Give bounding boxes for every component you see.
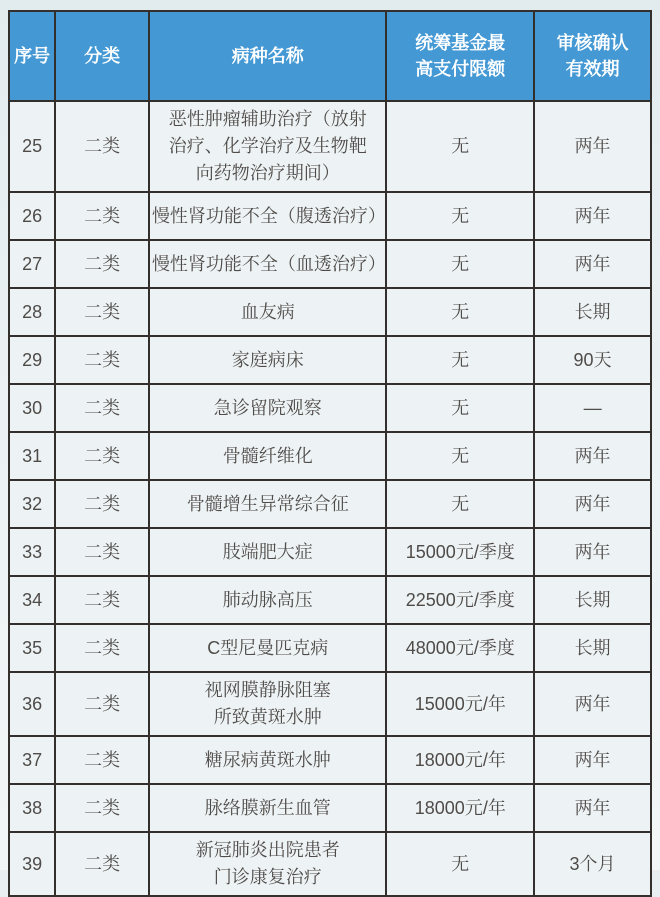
column-header-no: 序号: [9, 11, 55, 101]
cell-name: 骨髓增生异常综合征: [149, 480, 387, 528]
cell-limit: 无: [386, 336, 534, 384]
cell-category: 二类: [55, 528, 149, 576]
table-row: [9, 101, 651, 192]
cell-validity: 两年: [534, 736, 651, 784]
cell-category: 二类: [55, 832, 149, 896]
cell-no: 34: [9, 576, 55, 624]
cell-limit: 无: [386, 832, 534, 896]
header-row: [9, 11, 651, 101]
cell-validity: 两年: [534, 101, 651, 192]
cell-category: 二类: [55, 101, 149, 192]
table-row: [9, 576, 651, 624]
cell-limit: 无: [386, 288, 534, 336]
cell-validity: 两年: [534, 240, 651, 288]
cell-limit: 18000元/年: [386, 736, 534, 784]
cell-limit: 48000元/季度: [386, 624, 534, 672]
cell-category: 二类: [55, 480, 149, 528]
column-header-validity: 审核确认 有效期: [534, 11, 651, 101]
cell-category: 二类: [55, 432, 149, 480]
cell-no: 26: [9, 192, 55, 240]
cell-name: 慢性肾功能不全（血透治疗）: [149, 240, 387, 288]
cell-limit: 无: [386, 101, 534, 192]
table-row: [9, 384, 651, 432]
cell-validity: 90天: [534, 336, 651, 384]
table-row: [9, 528, 651, 576]
cell-name: 肺动脉高压: [149, 576, 387, 624]
cell-no: 35: [9, 624, 55, 672]
cell-name: 糖尿病黄斑水肿: [149, 736, 387, 784]
cell-category: 二类: [55, 672, 149, 736]
cell-no: 30: [9, 384, 55, 432]
cell-category: 二类: [55, 576, 149, 624]
table-row: [9, 336, 651, 384]
cell-limit: 无: [386, 432, 534, 480]
cell-name: 骨髓纤维化: [149, 432, 387, 480]
table-row: [9, 480, 651, 528]
cell-no: 39: [9, 832, 55, 896]
cell-limit: 15000元/年: [386, 672, 534, 736]
cell-limit: 无: [386, 240, 534, 288]
cell-validity: 两年: [534, 192, 651, 240]
cell-validity: 两年: [534, 432, 651, 480]
cell-no: 27: [9, 240, 55, 288]
cell-validity: 两年: [534, 672, 651, 736]
cell-category: 二类: [55, 384, 149, 432]
cell-validity: 3个月: [534, 832, 651, 896]
column-header-category: 分类: [55, 11, 149, 101]
cell-name: 视网膜静脉阻塞 所致黄斑水肿: [149, 672, 387, 736]
cell-no: 36: [9, 672, 55, 736]
cell-name: 恶性肿瘤辅助治疗（放射 治疗、化学治疗及生物靶 向药物治疗期间）: [149, 101, 387, 192]
cell-category: 二类: [55, 736, 149, 784]
cell-name: 急诊留院观察: [149, 384, 387, 432]
cell-no: 29: [9, 336, 55, 384]
column-header-name: 病种名称: [149, 11, 387, 101]
table-row: [9, 832, 651, 896]
cell-no: 28: [9, 288, 55, 336]
cell-category: 二类: [55, 624, 149, 672]
cell-no: 31: [9, 432, 55, 480]
table-row: [9, 432, 651, 480]
cell-no: 38: [9, 784, 55, 832]
table-row: [9, 240, 651, 288]
table-row: [9, 672, 651, 736]
cell-category: 二类: [55, 192, 149, 240]
cell-category: 二类: [55, 288, 149, 336]
cell-no: 37: [9, 736, 55, 784]
table-row: [9, 624, 651, 672]
cell-validity: 长期: [534, 624, 651, 672]
cell-category: 二类: [55, 336, 149, 384]
cell-no: 25: [9, 101, 55, 192]
cell-validity: 长期: [534, 288, 651, 336]
table-row: [9, 288, 651, 336]
cell-limit: 无: [386, 192, 534, 240]
cell-validity: 两年: [534, 784, 651, 832]
cell-limit: 无: [386, 480, 534, 528]
cell-name: 血友病: [149, 288, 387, 336]
cell-limit: 22500元/季度: [386, 576, 534, 624]
column-header-limit: 统筹基金最 高支付限额: [386, 11, 534, 101]
disease-benefits-table: [8, 10, 652, 897]
cell-name: 肢端肥大症: [149, 528, 387, 576]
cell-category: 二类: [55, 240, 149, 288]
cell-category: 二类: [55, 784, 149, 832]
cell-validity: 两年: [534, 528, 651, 576]
cell-validity: 长期: [534, 576, 651, 624]
cell-limit: 18000元/年: [386, 784, 534, 832]
cell-no: 32: [9, 480, 55, 528]
cell-no: 33: [9, 528, 55, 576]
table-row: [9, 784, 651, 832]
cell-name: 脉络膜新生血管: [149, 784, 387, 832]
cell-validity: —: [534, 384, 651, 432]
cell-name: 家庭病床: [149, 336, 387, 384]
cell-name: C型尼曼匹克病: [149, 624, 387, 672]
cell-name: 新冠肺炎出院患者 门诊康复治疗: [149, 832, 387, 896]
cell-limit: 无: [386, 384, 534, 432]
cell-validity: 两年: [534, 480, 651, 528]
cell-name: 慢性肾功能不全（腹透治疗）: [149, 192, 387, 240]
table-row: [9, 192, 651, 240]
cell-limit: 15000元/季度: [386, 528, 534, 576]
table-row: [9, 736, 651, 784]
